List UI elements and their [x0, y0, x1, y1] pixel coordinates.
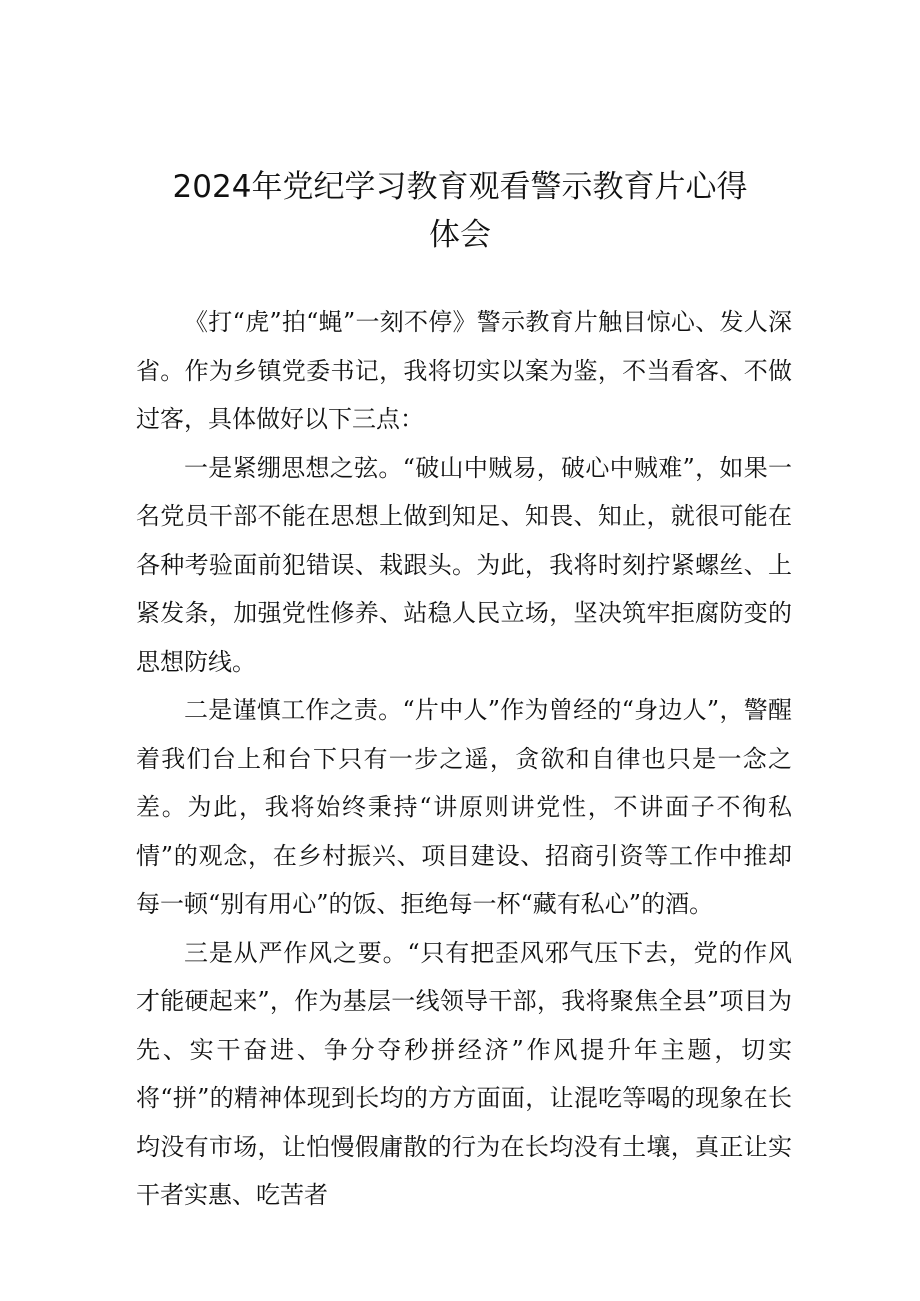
- paragraph-point-one: 一是紧绷思想之弦。“破山中贼易，破心中贼难”，如果一名党员干部不能在思想上做到知足、知畏、知止，就很可能在各种考验面前犯错误、栽跟头。为此，我将时刻拧紧螺丝、上紧发条，加强党性修养、站稳人民立场，坚决筑牢拒腐防变的思想防线。: [136, 453, 792, 676]
- paragraph-point-two: 二是谨慎工作之责。“片中人”作为曾经的“身边人”，警醒着我们台上和台下只有一步之遥，贪欲和自律也只是一念之差。为此，我将始终秉持“讲原则讲党性，不讲面子不徇私情”的观念，在乡村振兴、项目建设、招商引资等工作中推却每一顿“别有用心”的饭、拒绝每一杯“藏有私心”的酒。: [136, 696, 792, 918]
- title-line-1: 2024年党纪学习教育观看警示教育片心得: [172, 169, 748, 205]
- paragraph-point-three: 三是从严作风之要。“只有把歪风邪气压下去，党的作风才能硬起来”，作为基层一线领导干部，我将聚焦全县”项目为先、实干奋进、争分夺秒拼经济”作风提升年主题，切实将“拼”的精神体现到长均的方方面面，让混吃等喝的现象在长均没有市场，让怕慢假庸散的行为在长均没有土壤，真正让实干者实惠、吃苦者: [136, 938, 792, 1209]
- title-line-2: 体会: [429, 217, 491, 253]
- document-body: [136, 298, 792, 1220]
- document-title: [120, 163, 800, 259]
- paragraph-intro: 《打“虎”拍“蝇”一刻不停》警示教育片触目惊心、发人深省。作为乡镇党委书记，我将切实以案为鉴，不当看客、不做过客，具体做好以下三点：: [136, 308, 792, 433]
